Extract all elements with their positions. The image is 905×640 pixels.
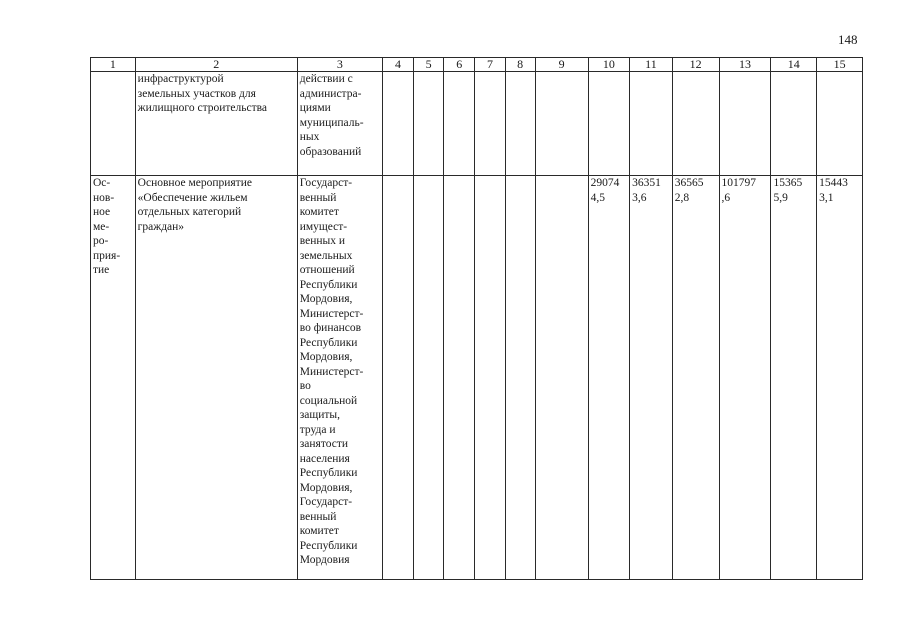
cell-text-line: во финансов [299, 322, 362, 334]
cell-text-line: занятости [299, 438, 349, 450]
value-cell [588, 176, 630, 580]
cell-text-line: администра- [299, 87, 362, 100]
cell-text-line: отдельных категорий [137, 206, 242, 218]
cell-text-line: 5,9 [773, 191, 788, 204]
cell-text-line: 29074 [590, 177, 620, 189]
cell-text-line: ро- [93, 235, 109, 247]
cell-text-line: населения [299, 452, 350, 465]
value-cell [630, 176, 673, 580]
cell-text-line: Государст- [299, 177, 353, 189]
cell-text-line: ных [299, 131, 320, 143]
column-number-cell: 3 [297, 58, 382, 72]
empty-cell [475, 176, 505, 580]
column-number-cell: 7 [475, 58, 505, 72]
cell-text-line: труда и [299, 423, 336, 436]
empty-cell [382, 176, 413, 580]
cell-text-line: Мордовия, [299, 481, 353, 494]
page-number: 148 [838, 32, 858, 47]
cell-text-line: 101797 [721, 177, 756, 189]
measure-type-cell [91, 72, 136, 176]
empty-cell [382, 72, 413, 176]
empty-cell [475, 72, 505, 176]
empty-cell [505, 176, 535, 580]
value-cell [672, 72, 719, 176]
column-number-row [91, 58, 863, 72]
cell-text-line: 3,1 [819, 191, 834, 204]
cell-text-line: земельных участков для [137, 87, 256, 100]
empty-cell [444, 72, 475, 176]
column-number-cell: 5 [414, 58, 444, 72]
empty-cell [535, 72, 588, 176]
cell-text-line: венный [299, 510, 337, 523]
cell-text-line: ное [93, 206, 111, 218]
cell-text-line: имущест- [299, 220, 348, 233]
cell-text-line: Ос- [93, 177, 111, 189]
cell-text-line: Государст- [299, 496, 353, 508]
cell-text-line: Республики [299, 539, 358, 552]
empty-cell [535, 176, 588, 580]
cell-text-line: защиты, [299, 409, 341, 421]
column-number-cell: 15 [817, 58, 863, 72]
cell-text-line: 15443 [819, 177, 848, 189]
measure-name-cell [135, 72, 297, 176]
measure-name-cell [135, 176, 297, 580]
cell-text-line: комитет [299, 525, 339, 537]
table-row [91, 72, 863, 176]
column-number-cell: 11 [630, 58, 673, 72]
cell-text-line: нов- [93, 191, 115, 204]
value-cell [771, 72, 817, 176]
cell-text-line: действии с [299, 73, 353, 85]
program-table [90, 57, 863, 580]
cell-text-line: венный [299, 191, 337, 204]
cell-text-line: «Обеспечение жильем [137, 191, 248, 204]
executor-cell [297, 176, 382, 580]
cell-text-line: ме- [93, 220, 110, 233]
column-number-cell: 2 [135, 58, 297, 72]
cell-text-line: граждан» [137, 220, 185, 233]
cell-text-line: 36351 [632, 177, 661, 189]
empty-cell [505, 72, 535, 176]
cell-text-line: циями [299, 102, 331, 114]
cell-text-line: Республики [299, 278, 358, 291]
cell-text-line: Основное мероприятие [137, 177, 252, 189]
cell-text-line: прия- [93, 249, 121, 262]
column-number-cell: 9 [535, 58, 588, 72]
column-number-cell: 6 [444, 58, 475, 72]
cell-text-line: Мордовия, [299, 293, 353, 305]
cell-text-line: Республики [299, 336, 358, 349]
cell-text-line: Министерст- [299, 365, 364, 378]
cell-text-line: во [299, 380, 311, 392]
column-number-cell: 12 [672, 58, 719, 72]
value-cell [719, 72, 771, 176]
cell-text-line: 36565 [674, 177, 704, 189]
cell-text-line: Министерст- [299, 307, 364, 320]
cell-text-line: Республики [299, 467, 358, 479]
value-cell [588, 72, 630, 176]
column-number-cell: 8 [505, 58, 535, 72]
cell-text-line: 2,8 [674, 191, 690, 204]
cell-text-line: социальной [299, 394, 358, 407]
value-cell [817, 176, 863, 580]
column-number-cell: 13 [719, 58, 771, 72]
column-number-cell: 1 [91, 58, 136, 72]
table-row [91, 176, 863, 580]
column-number-cell: 10 [588, 58, 630, 72]
cell-text-line: комитет [299, 206, 339, 218]
cell-text-line: земельных [299, 249, 353, 262]
cell-text-line: тие [93, 264, 110, 276]
value-cell [719, 176, 771, 580]
cell-text-line: Мордовия [299, 554, 350, 566]
value-cell [630, 72, 673, 176]
cell-text-line: 3,6 [632, 191, 647, 204]
cell-text-line: инфраструктурой [137, 73, 224, 85]
cell-text-line: отношений [299, 264, 355, 276]
cell-text-line: 15365 [773, 177, 803, 189]
value-cell [672, 176, 719, 580]
empty-cell [444, 176, 475, 580]
cell-text-line: муниципаль- [299, 116, 364, 129]
empty-cell [414, 72, 444, 176]
column-number-cell: 4 [382, 58, 413, 72]
cell-text-line: 4,5 [590, 191, 605, 204]
cell-text-line: образований [299, 145, 362, 158]
cell-text-line: ,6 [721, 191, 731, 204]
executor-cell [297, 72, 382, 176]
value-cell [817, 72, 863, 176]
column-number-cell: 14 [771, 58, 817, 72]
empty-cell [414, 176, 444, 580]
cell-text-line: венных и [299, 235, 346, 247]
cell-text-line: Мордовия, [299, 351, 353, 363]
measure-type-cell [91, 176, 136, 580]
cell-text-line: жилищного строительства [137, 102, 268, 114]
value-cell [771, 176, 817, 580]
